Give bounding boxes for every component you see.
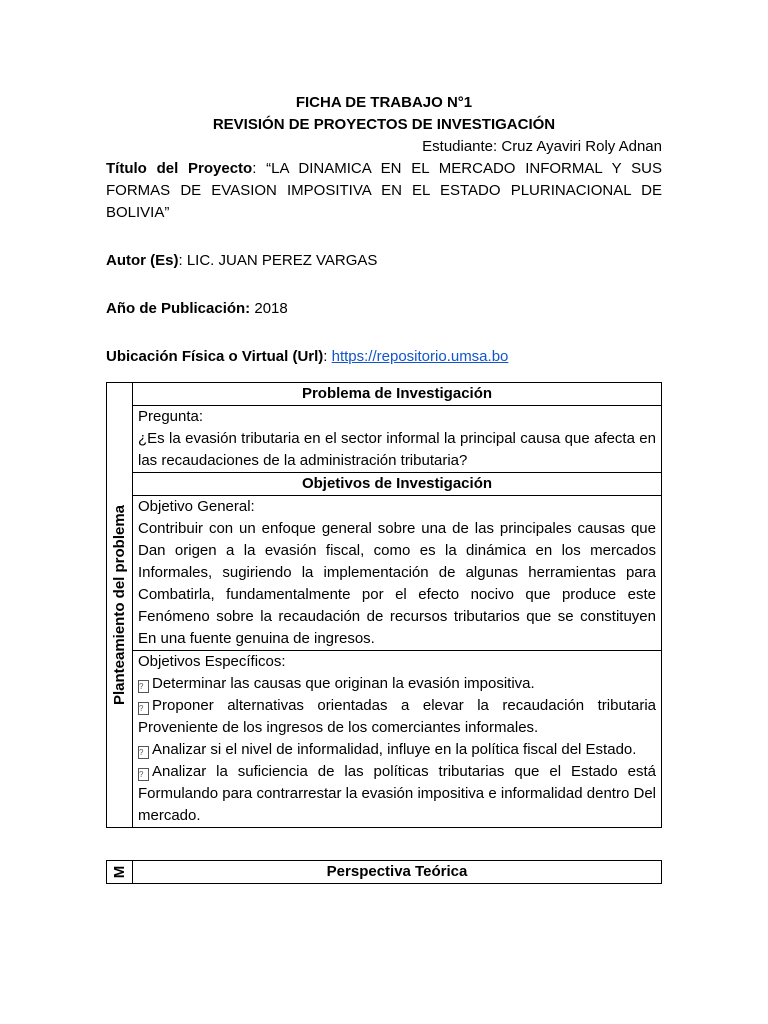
specific-objective-item: ? Proponer alternativas orientadas a elevar la recaudación tributaria Proveniente de los ingresos de los comerciantes informales. [138,697,656,736]
general-objective-label: Objetivo General: [138,498,255,515]
year-label: Año de Publicación: [106,300,251,317]
theory-side-cell [107,861,133,884]
problem-table [106,382,662,828]
specific-objective-item: ? Determinar las causas que originan la evasión impositiva. [139,675,535,692]
missing-glyph-icon: ? [138,746,149,759]
problem-header: Problema de Investigación [133,383,662,406]
document-title: FICHA DE TRABAJO N°1 [295,94,473,111]
document-page [106,92,662,884]
year-field [106,298,662,320]
missing-glyph-icon: ? [138,680,149,693]
student-name: Estudiante: Cruz Ayaviri Roly Adnan [422,138,662,155]
general-objective-text: Contribuir con un enfoque general sobre una de las principales causas que Dan origen a la evasión fiscal, como es la dinámica en los mercados Informales, sugiriendo la implementación de algunas herramientas para Combatirla, fundamentalmente por el efecto nocivo que produce este Fenómeno sobre la recaudación de recursos tributarios que se constituyen En una fuente genuina de ingresos. [138,520,656,647]
theory-header: Perspectiva Teórica [133,861,662,884]
author-label: Autor (Es) [106,252,179,269]
document-subtitle: REVISIÓN DE PROYECTOS DE INVESTIGACIÓN [212,116,556,133]
repository-link[interactable]: https://repositorio.umsa.bo [331,348,509,365]
question-cell [133,406,662,473]
project-title-field [106,158,662,224]
specific-objectives-cell [133,651,662,828]
specific-objective-item: ? Analizar la suficiencia de las políticas tributarias que el Estado está Formulando para contrarrestar la evasión impositiva e informalidad dentro Del mercado. [138,763,656,824]
objectives-header: Objetivos de Investigación [133,473,662,496]
location-label: Ubicación Física o Virtual (Url) [106,348,324,365]
project-title-label: Título del Proyecto [106,160,253,177]
question-text: ¿Es la evasión tributaria en el sector informal la principal causa que afecta en las recaudaciones de la administración tributaria? [138,430,656,469]
theory-table [106,860,662,884]
missing-glyph-icon: ? [138,768,149,781]
theory-side-label: M [110,865,128,879]
project-title-value: : “LA DINAMICA EN EL MERCADO INFORMAL Y SUS FORMAS DE EVASION IMPOSITIVA EN EL ESTADO PLURINACIONAL DE BOLIVIA” [106,160,662,221]
location-field: Ubicación Física o Virtual (Url): https://repositorio.umsa.bo [106,348,509,365]
problem-side-label: Planteamiento del problema [110,504,128,706]
specific-objective-item: ? Analizar si el nivel de informalidad, influye en la política fiscal del Estado. [139,741,637,758]
problem-side-cell [107,383,133,828]
question-label: Pregunta: [138,408,204,425]
author-field [106,250,662,272]
author-value: : LIC. JUAN PEREZ VARGAS [178,252,378,269]
general-objective-cell [133,496,662,651]
specific-objectives-label: Objetivos Específicos: [138,653,286,670]
year-value: 2018 [250,300,288,317]
missing-glyph-icon: ? [138,702,149,715]
